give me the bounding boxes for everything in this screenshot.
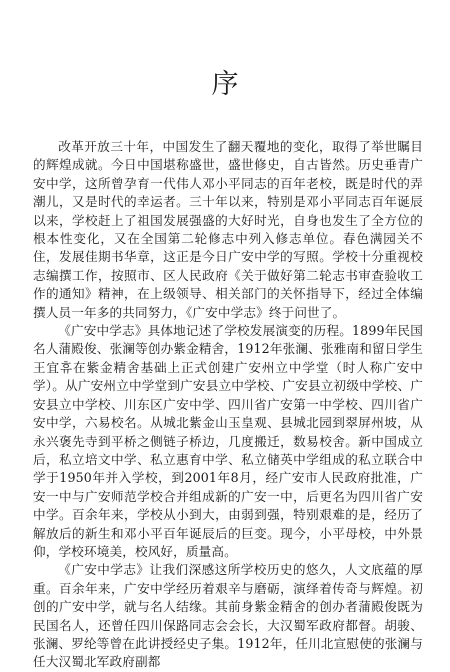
paragraph-2: 《广安中学志》具体地记述了学校发展演变的历程。1899年民国名人蒲殿俊、张澜等创办紫金精舍，1912年张澜、张雅南和留日学生王宜휴在紫金精舍基础上正式创建广安州立中学堂（时人称广安中学）。从广安州立中学堂到广安县立中学校、广安县立初级中学校、广安县立中学校、川东区广安中学、四川省广安第一中学校、四川省广安中学，六易校名。从城北紫金山玉皇观、县城北园到翠屏州坡，从永兴褒先寺到平桥之侧链子桥边，几度搬迁，数易校舍。新中国成立后，私立培文中学、私立惠育中学、私立储英中学组成的私立联合中学于1950年并入学校，到2001年8月，经广安市人民政府批准，广安一中与广安师范学校合并组成新的广安一中，后更名为四川省广安中学。百余年来，学校从小到大，由弱到强，特别艰难的是，经历了解放后的新生和邓小平百年诞辰后的巨变。现今，小平母校，中外景仰，学校环境美，校风好，质量高。 [33,323,423,559]
paragraph-3: 《广安中学志》让我们深感这所学校历史的悠久，人文底蕴的厚重。百余年来，广安中学经历着艰辛与磨砺，演绎着传奇与辉煌。初创的广安中学，就与名人结缘。其前身紫金精舍的创办者蒲殿俊既为民国名人，还曾任四川保路同志会会长，大汉蜀军政府都督。胡骏、张澜、罗纶等曾在此讲授经史子集。1912年，任川北宣慰使的张澜与任大汉蜀北军政府副都 [33,562,423,670]
body-text [33,138,423,672]
paragraph-1: 改革开放三十年，中国发生了翻天覆地的变化，取得了举世瞩目的辉煌成就。今日中国堪称盛世，盛世修史，自古皆然。历史垂青广安中学，这所曾孕育一代伟人邓小平同志的百年老校，既是时代的弄潮儿，又是时代的幸运者。三十年以来，特别是邓小平同志百年诞辰以来，学校赶上了祖国发展强盛的大好时光，自身也发生了全方位的根本性变化，又在全国第二轮修志中列入修志单位。春色满园关不住，发展佳期书华章，这正是今日广安中学的写照。学校十分重视校志编撰工作，按照市、区人民政府《关于做好第二轮志书审查验收工作的通知》精神，在上级领导、相关部门的关怀指导下，经过全体编撰人员一年多的共同努力，《广安中学志》终于问世了。 [33,139,423,320]
page-title: 序 [211,69,239,100]
